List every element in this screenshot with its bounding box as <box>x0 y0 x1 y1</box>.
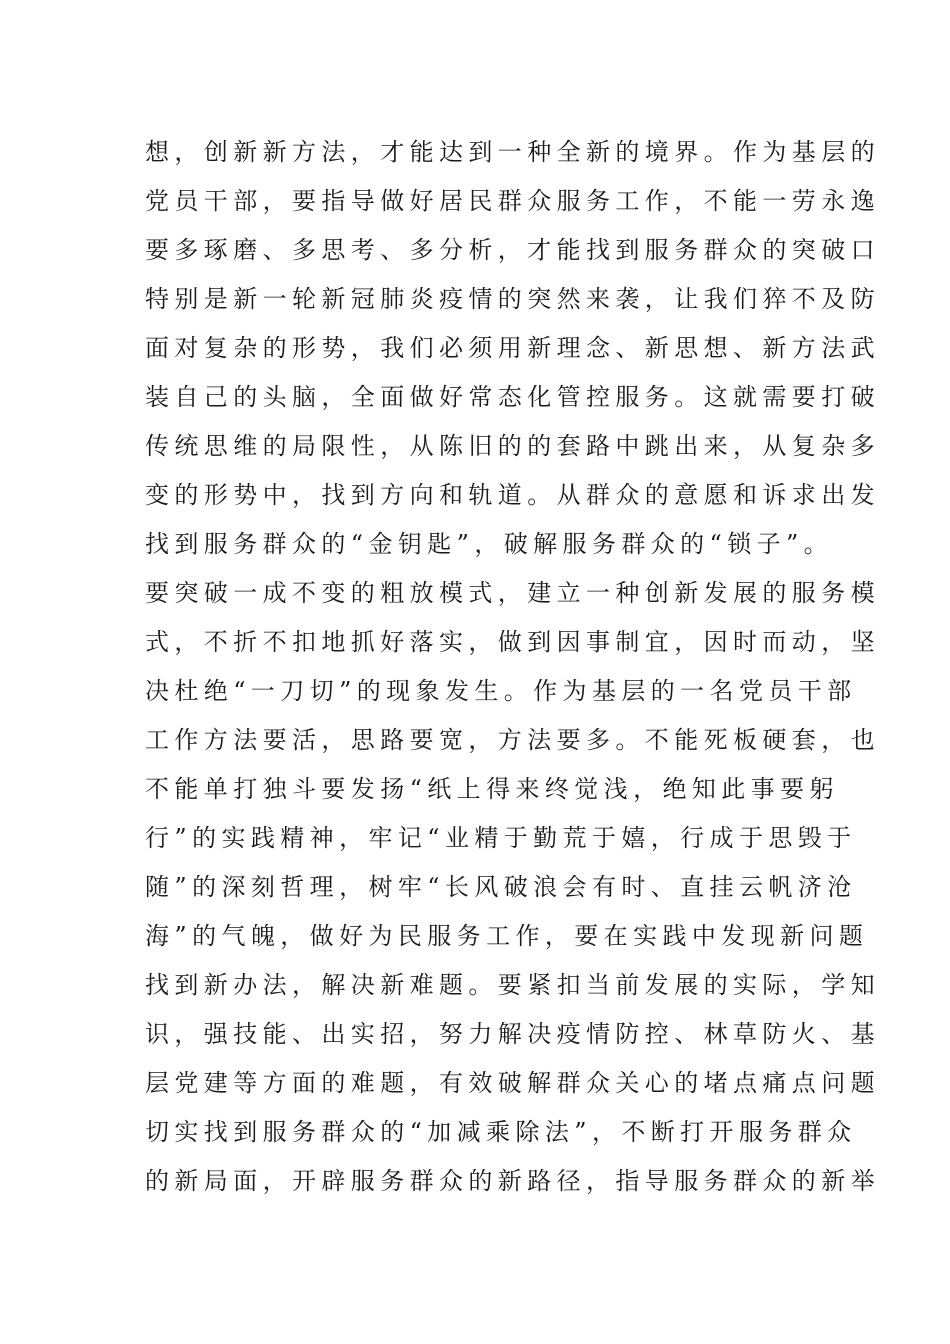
text-line: 层党建等方面的难题，有效破解群众关心的堵点痛点问题 <box>145 1069 880 1097</box>
text-line: 随”的深刻哲理，树牢“长风破浪会有时、直挂云帆济沧 <box>145 873 857 901</box>
text-line: 式，不折不扣地抓好落实，做到因事制宜，因时而动，坚 <box>145 628 880 656</box>
text-line: 不能单打独斗要发扬“纸上得来终觉浅，绝知此事要躬 <box>145 775 839 803</box>
text-line: 面对复杂的形势，我们必须用新理念、新思想、新方法武 <box>145 334 880 362</box>
text-line: 切实找到服务群众的“加减乘除法”，不断打开服务群众 <box>145 1118 857 1146</box>
text-line: 传统思维的局限性，从陈旧的的套路中跳出来，从复杂多 <box>145 432 880 460</box>
text-line: 决杜绝“一刀切”的现象发生。作为基层的一名党员干部 <box>145 677 857 705</box>
text-line: 行”的实践精神，牢记“业精于勤荒于嬉，行成于思毁于 <box>145 824 857 852</box>
text-line: 工作方法要活，思路要宽，方法要多。不能死板硬套，也 <box>145 726 880 754</box>
text-line: 想，创新新方法，才能达到一种全新的境界。作为基层的 <box>145 138 880 166</box>
text-line: 识，强技能、出实招，努力解决疫情防控、林草防火、基 <box>145 1020 880 1048</box>
text-line: 变的形势中，找到方向和轨道。从群众的意愿和诉求出发 <box>145 481 880 509</box>
text-line: 找到新办法，解决新难题。要紧扣当前发展的实际，学知 <box>145 971 880 999</box>
text-line: 找到服务群众的“金钥匙”，破解服务群众的“锁子”。 <box>145 530 834 558</box>
body-text <box>145 128 880 1206</box>
text-line: 要多琢磨、多思考、多分析，才能找到服务群众的突破口 <box>145 236 880 264</box>
text-line: 的新局面，开辟服务群众的新路径，指导服务群众的新举 <box>145 1167 880 1195</box>
text-line: 海”的气魄，做好为民服务工作，要在实践中发现新问题 <box>145 922 869 950</box>
text-line: 特别是新一轮新冠肺炎疫情的突然来袭，让我们猝不及防 <box>145 285 880 313</box>
text-line: 要突破一成不变的粗放模式，建立一种创新发展的服务模 <box>145 579 880 607</box>
text-line: 装自己的头脑，全面做好常态化管控服务。这就需要打破 <box>145 383 880 411</box>
text-line: 党员干部，要指导做好居民群众服务工作，不能一劳永逸 <box>145 187 880 215</box>
